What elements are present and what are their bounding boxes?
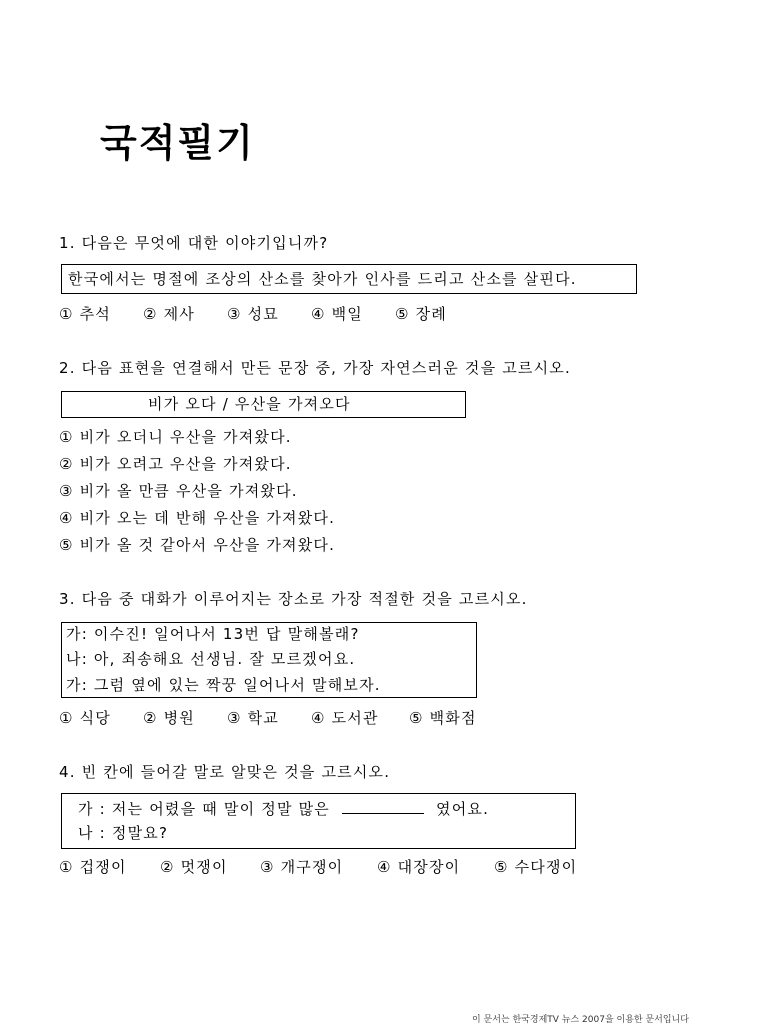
page-title: 국적필기 bbox=[100, 121, 255, 165]
question-1-passage-box bbox=[61, 264, 637, 294]
question-2-option-4[interactable]: ④ 비가 오는 데 반해 우산을 가져왔다. bbox=[59, 509, 336, 527]
question-4-option-2[interactable]: ② 멋쟁이 bbox=[160, 858, 228, 876]
question-4-option-4[interactable]: ④ 대장장이 bbox=[377, 858, 461, 876]
question-4-option-5[interactable]: ⑤ 수다쟁이 bbox=[494, 858, 578, 876]
question-2: 2. 다음 표현을 연결해서 만든 문장 중, 가장 자연스러운 것을 고르시오. bbox=[59, 359, 571, 377]
question-4-line-1-before: 가 : 저는 어렸을 때 말이 정말 많은 bbox=[78, 800, 331, 818]
question-4-options bbox=[59, 860, 679, 878]
question-3-option-2[interactable]: ② 병원 bbox=[143, 709, 195, 727]
question-4-option-1[interactable]: ① 겁쟁이 bbox=[59, 858, 127, 876]
question-3-option-1[interactable]: ① 식당 bbox=[59, 709, 111, 727]
question-2-option-5[interactable]: ⑤ 비가 올 것 같아서 우산을 가져왔다. bbox=[59, 536, 336, 554]
question-1-option-3[interactable]: ③ 성묘 bbox=[227, 305, 279, 323]
question-3-dialogue-line-3: 가: 그럼 옆에 있는 짝꿍 일어나서 말해보자. bbox=[66, 676, 381, 694]
question-2-option-1[interactable]: ① 비가 오더니 우산을 가져왔다. bbox=[59, 428, 292, 446]
question-1: 1. 다음은 무엇에 대한 이야기입니까? bbox=[59, 234, 329, 252]
question-3-dialogue-line-2: 나: 아, 죄송해요 선생님. 잘 모르겠어요. bbox=[66, 650, 356, 668]
question-4-line-1-after: 였어요. bbox=[436, 800, 490, 818]
answer-blank bbox=[342, 801, 424, 814]
question-1-option-4[interactable]: ④ 백일 bbox=[311, 305, 363, 323]
question-1-passage: 한국에서는 명절에 조상의 산소를 찾아가 인사를 드리고 산소를 살핀다. bbox=[68, 270, 577, 288]
question-4-dialogue-line-1 bbox=[78, 801, 489, 817]
question-3: 3. 다음 중 대화가 이루어지는 장소로 가장 적절한 것을 고르시오. bbox=[59, 590, 528, 608]
question-1-option-2[interactable]: ② 제사 bbox=[143, 305, 195, 323]
question-1-option-1[interactable]: ① 추석 bbox=[59, 305, 111, 323]
question-2-option-2[interactable]: ② 비가 오려고 우산을 가져왔다. bbox=[59, 455, 292, 473]
question-3-options bbox=[59, 711, 659, 729]
question-4-option-3[interactable]: ③ 개구쟁이 bbox=[260, 858, 344, 876]
question-3-dialogue-box bbox=[61, 622, 477, 698]
question-3-option-5[interactable]: ⑤ 백화점 bbox=[409, 709, 477, 727]
footer-note: 이 문서는 한국경제TV 뉴스 2007을 이용한 문서입니다 bbox=[472, 1015, 689, 1025]
question-1-options bbox=[59, 307, 659, 325]
question-3-dialogue-line-1: 가: 이수진! 일어나서 13번 답 말해볼래? bbox=[66, 625, 360, 643]
question-2-option-3[interactable]: ③ 비가 올 만큼 우산을 가져왔다. bbox=[59, 482, 298, 500]
question-1-option-5[interactable]: ⑤ 장례 bbox=[395, 305, 447, 323]
question-4: 4. 빈 칸에 들어갈 말로 알맞은 것을 고르시오. bbox=[59, 763, 391, 781]
question-2-prompt: 비가 오다 / 우산을 가져오다 bbox=[148, 395, 351, 413]
question-4-dialogue-line-2: 나 : 정말요? bbox=[78, 824, 169, 842]
question-4-dialogue-box bbox=[61, 793, 576, 849]
question-3-option-4[interactable]: ④ 도서관 bbox=[311, 709, 379, 727]
question-3-option-3[interactable]: ③ 학교 bbox=[227, 709, 279, 727]
question-2-prompt-box bbox=[61, 391, 466, 418]
